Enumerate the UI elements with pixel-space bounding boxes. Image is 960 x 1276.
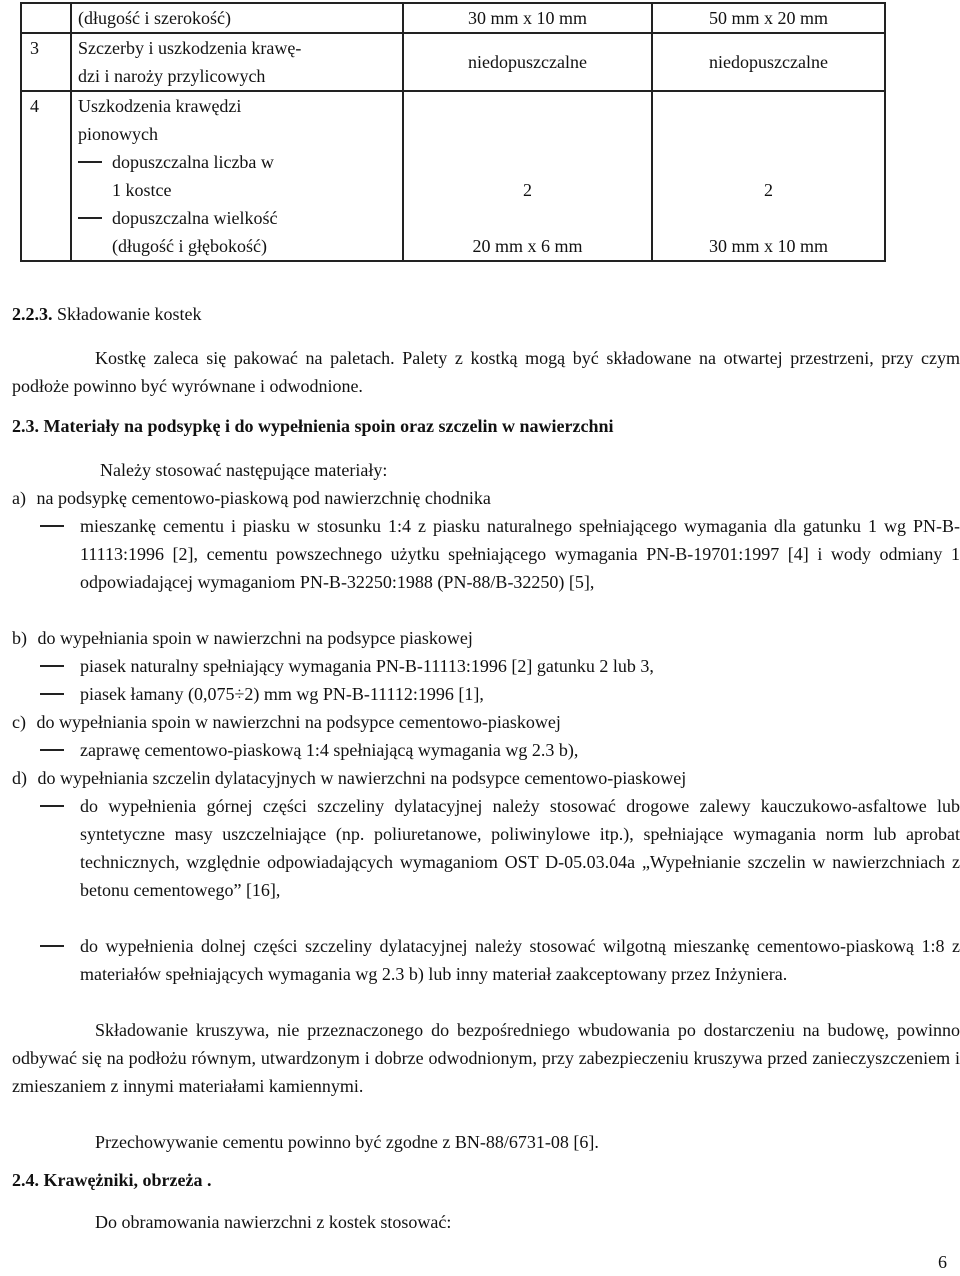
list-item: d) do wypełniania szczelin dylatacyjnych w nawierzchni na podsypce cementowo-piaskowej — [12, 768, 687, 788]
dash-bullet — [40, 525, 64, 527]
paragraph: Kostkę zaleca się pakować na paletach. Palety z kostką mogą być składowane na otwartej przestrzeni, przy czym podłoże powinno być wyrównane i odwodnione. — [12, 348, 960, 396]
table-cell: 3 — [21, 33, 71, 91]
table-cell: niedopuszczalne — [652, 33, 885, 91]
table-row — [21, 3, 885, 33]
paragraph: Składowanie kruszywa, nie przeznaczonego do bezpośredniego wbudowania po dostarczeniu na budowę, powinno odbywać się na podłożu równym, utwardzonym i dobrze odwodnionym, przy zabezpieczeniu kruszywa przed zanieczyszczeniem i zmieszaniem z innymi materiałami kamiennymi. — [12, 1020, 960, 1096]
section-heading-2-2-3: 2.2.3. Składowanie kostek — [12, 304, 202, 324]
dash-bullet — [78, 161, 102, 163]
dash-bullet — [40, 665, 64, 667]
table-cell: 4 — [21, 91, 71, 261]
section-heading-2-4: 2.4. Krawężniki, obrzeża . — [12, 1170, 212, 1190]
table-cell: (długość i szerokość) — [71, 3, 403, 33]
table-cell: Uszkodzenia krawędzi pionowych dopuszczalna liczba w 1 kostce dopuszczalna wielkość (długość i głębokość) — [71, 91, 403, 261]
table-cell: Szczerby i uszkodzenia krawę- dzi i naroży przylicowych — [71, 33, 403, 91]
requirements-table — [20, 2, 886, 262]
list-item: piasek łamany (0,075÷2) mm wg PN-B-11112:1996 [1], — [40, 680, 960, 708]
list-item: do wypełnienia górnej części szczeliny dylatacyjnej należy stosować drogowe zalewy kauczukowo-asfaltowe lub syntetyczne masy uszczelniające (np. poliuretanowe, poliwinylowe itp.), spełniające wymagania norm lub aprobat technicznych, względnie odpowiadających wymaganiom OST D-05.03.04a „Wypełnianie szczelin w nawierzchniach z betonu cementowego” [16], — [40, 792, 960, 904]
list-item: b) do wypełniania spoin w nawierzchni na podsypce piaskowej — [12, 628, 473, 648]
dash-bullet — [40, 749, 64, 751]
table-cell: 2 30 mm x 10 mm — [652, 91, 885, 261]
list-item: zaprawę cementowo-piaskową 1:4 spełniającą wymagania wg 2.3 b), — [40, 736, 960, 764]
paragraph: Do obramowania nawierzchni z kostek stosować: — [95, 1212, 452, 1232]
dash-bullet — [40, 693, 64, 695]
dash-bullet — [40, 805, 64, 807]
list-item: mieszankę cementu i piasku w stosunku 1:4 z piasku naturalnego spełniającego wymagania dla gatunku 1 wg PN-B-11113:1996 [2], cementu powszechnego użytku spełniającego wymagania PN-B-19701:1997 [4] i wody odmiany 1 odpowiadającej wymaganiom PN-B-32250:1988 (PN-88/B-32250) [5], — [40, 512, 960, 596]
table-cell: 30 mm x 10 mm — [403, 3, 652, 33]
dash-bullet — [78, 217, 102, 219]
table-cell: 2 20 mm x 6 mm — [403, 91, 652, 261]
table-row — [21, 91, 885, 261]
list-item: c) do wypełniania spoin w nawierzchni na podsypce cementowo-piaskowej — [12, 712, 561, 732]
paragraph: Przechowywanie cementu powinno być zgodne z BN-88/6731-08 [6]. — [95, 1132, 599, 1152]
list-item: piasek naturalny spełniający wymagania PN-B-11113:1996 [2] gatunku 2 lub 3, — [40, 652, 960, 680]
paragraph: Należy stosować następujące materiały: — [100, 460, 388, 480]
page-number: 6 — [938, 1252, 947, 1272]
section-heading-2-3: 2.3. Materiały na podsypkę i do wypełnienia spoin oraz szczelin w nawierzchni — [12, 416, 614, 436]
table-cell: niedopuszczalne — [403, 33, 652, 91]
table-row — [21, 33, 885, 91]
list-item: a) na podsypkę cementowo-piaskową pod nawierzchnię chodnika — [12, 488, 491, 508]
list-item: do wypełnienia dolnej części szczeliny dylatacyjnej należy stosować wilgotną mieszankę cementowo-piaskową 1:8 z materiałów spełniających wymagania wg 2.3 b) lub inny materiał zaakceptowany przez Inżyniera. — [40, 932, 960, 988]
table-cell: 50 mm x 20 mm — [652, 3, 885, 33]
dash-bullet — [40, 945, 64, 947]
